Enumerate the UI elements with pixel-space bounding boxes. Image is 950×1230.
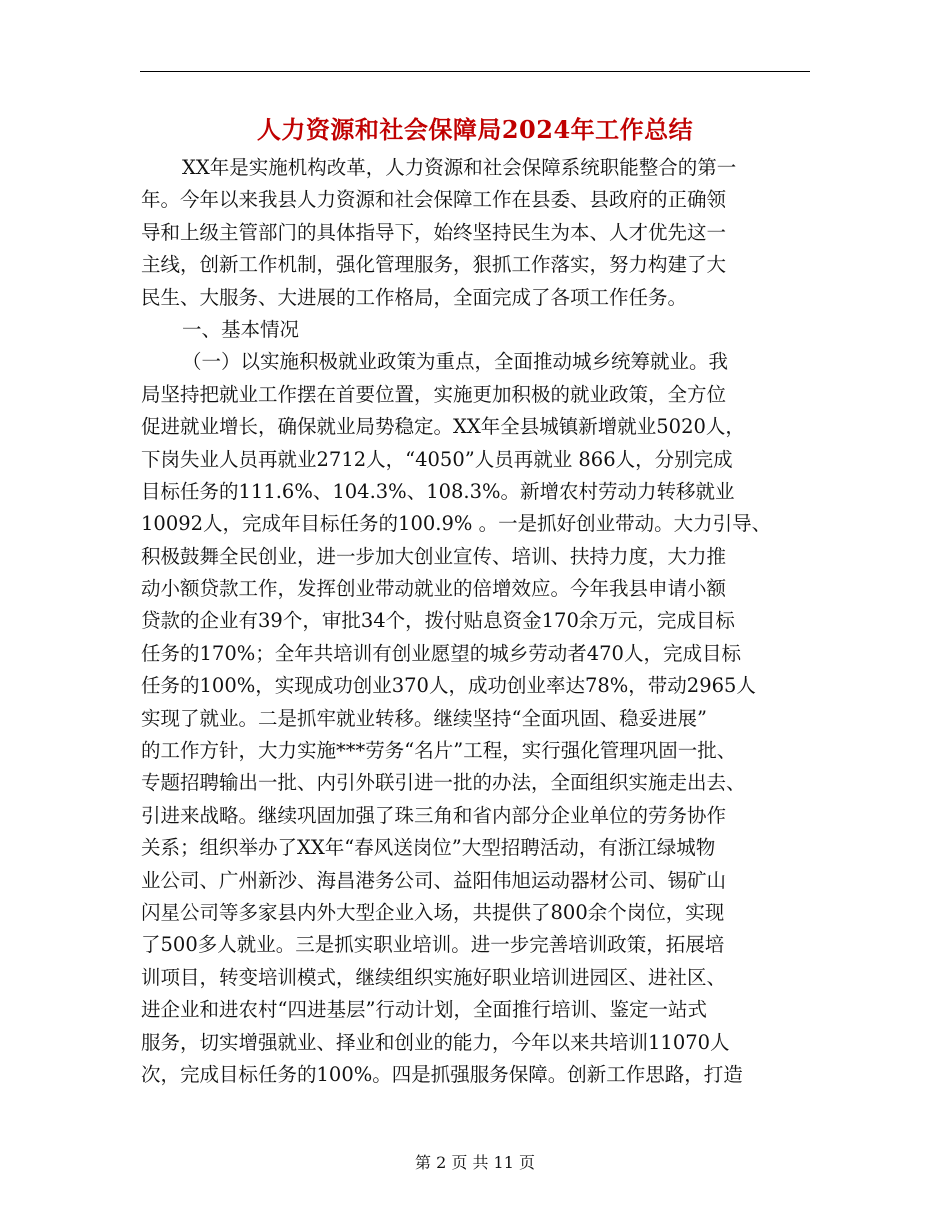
body-line: 闪星公司等多家县内外大型企业入场，共提供了800余个岗位，实现 <box>141 900 725 924</box>
document-body <box>141 152 811 1091</box>
page-footer: 第 2 页 共 11 页 <box>415 1153 535 1172</box>
body-line: 10092人，完成年目标任务的100.9% 。一是抓好创业带动。大力引导、 <box>141 512 772 536</box>
body-line: 进企业和进农村“四进基层”行动计划，全面推行培训、鉴定一站式 <box>141 998 707 1022</box>
body-line: 的工作方针，大力实施***劳务“名片”工程，实行强化管理巩固一批、 <box>141 739 737 763</box>
body-line: 任务的100%，实现成功创业370人，成功创业率达78%，带动2965人 <box>141 674 756 698</box>
body-line: 了500多人就业。三是抓实职业培训。进一步完善培训政策，拓展培 <box>141 933 725 957</box>
body-line: 次，完成目标任务的100%。四是抓强服务保障。创新工作思路，打造 <box>141 1062 743 1086</box>
section-heading: 一、基本情况 <box>182 317 300 341</box>
body-line: 目标任务的111.6%、104.3%、108.3%。新增农村劳动力转移就业 <box>141 479 735 503</box>
body-line: 积极鼓舞全民创业，进一步加大创业宣传、培训、扶持力度，大力推 <box>141 544 727 568</box>
body-line: 年。今年以来我县人力资源和社会保障工作在县委、县政府的正确领 <box>141 188 727 212</box>
body-line: XX年是实施机构改革，人力资源和社会保障系统职能整合的第一 <box>182 156 737 179</box>
body-line: 贷款的企业有39个，审批34个，拨付贴息资金170余万元，完成目标 <box>141 609 735 633</box>
body-line: 导和上级主管部门的具体指导下，始终坚持民生为本、人才优先这一 <box>141 220 727 244</box>
body-line: 实现了就业。二是抓牢就业转移。继续坚持“全面巩固、稳妥进展” <box>141 706 707 730</box>
body-line: 引进来战略。继续巩固加强了珠三角和省内部分企业单位的劳务协作 <box>141 803 727 827</box>
header-rule <box>140 71 810 72</box>
body-line: 服务，切实增强就业、择业和创业的能力，今年以来共培训11070人 <box>141 1030 730 1054</box>
body-line: 训项目，转变培训模式，继续组织实施好职业培训进园区、进社区、 <box>141 965 727 989</box>
document-title: 人力资源和社会保障局2024年工作总结 <box>256 115 694 144</box>
body-line: 主线，创新工作机制，强化管理服务，狠抓工作落实，努力构建了大 <box>141 253 727 277</box>
body-line: 专题招聘输出一批、内引外联引进一批的办法，全面组织实施走出去、 <box>141 771 746 795</box>
body-line: 下岗失业人员再就业2712人，“4050”人员再就业 866人，分别完成 <box>141 447 733 471</box>
body-line: 局坚持把就业工作摆在首要位置，实施更加积极的就业政策，全方位 <box>141 382 727 406</box>
body-line: 业公司、广州新沙、海昌港务公司、益阳伟旭运动器材公司、锡矿山 <box>141 868 727 892</box>
body-line: 促进就业增长，确保就业局势稳定。XX年全县城镇新增就业5020人， <box>141 415 745 439</box>
body-line: 民生、大服务、大进展的工作格局，全面完成了各项工作任务。 <box>141 285 688 309</box>
body-line: 任务的170%；全年共培训有创业愿望的城乡劳动者470人，完成目标 <box>141 641 741 665</box>
body-line: 动小额贷款工作，发挥创业带动就业的倍增效应。今年我县申请小额 <box>141 577 727 601</box>
body-line: 关系；组织举办了XX年“春风送岗位”大型招聘活动，有浙江绿城物 <box>141 836 716 860</box>
body-line: （一）以实施积极就业政策为重点，全面推动城乡统筹就业。我 <box>182 350 729 374</box>
